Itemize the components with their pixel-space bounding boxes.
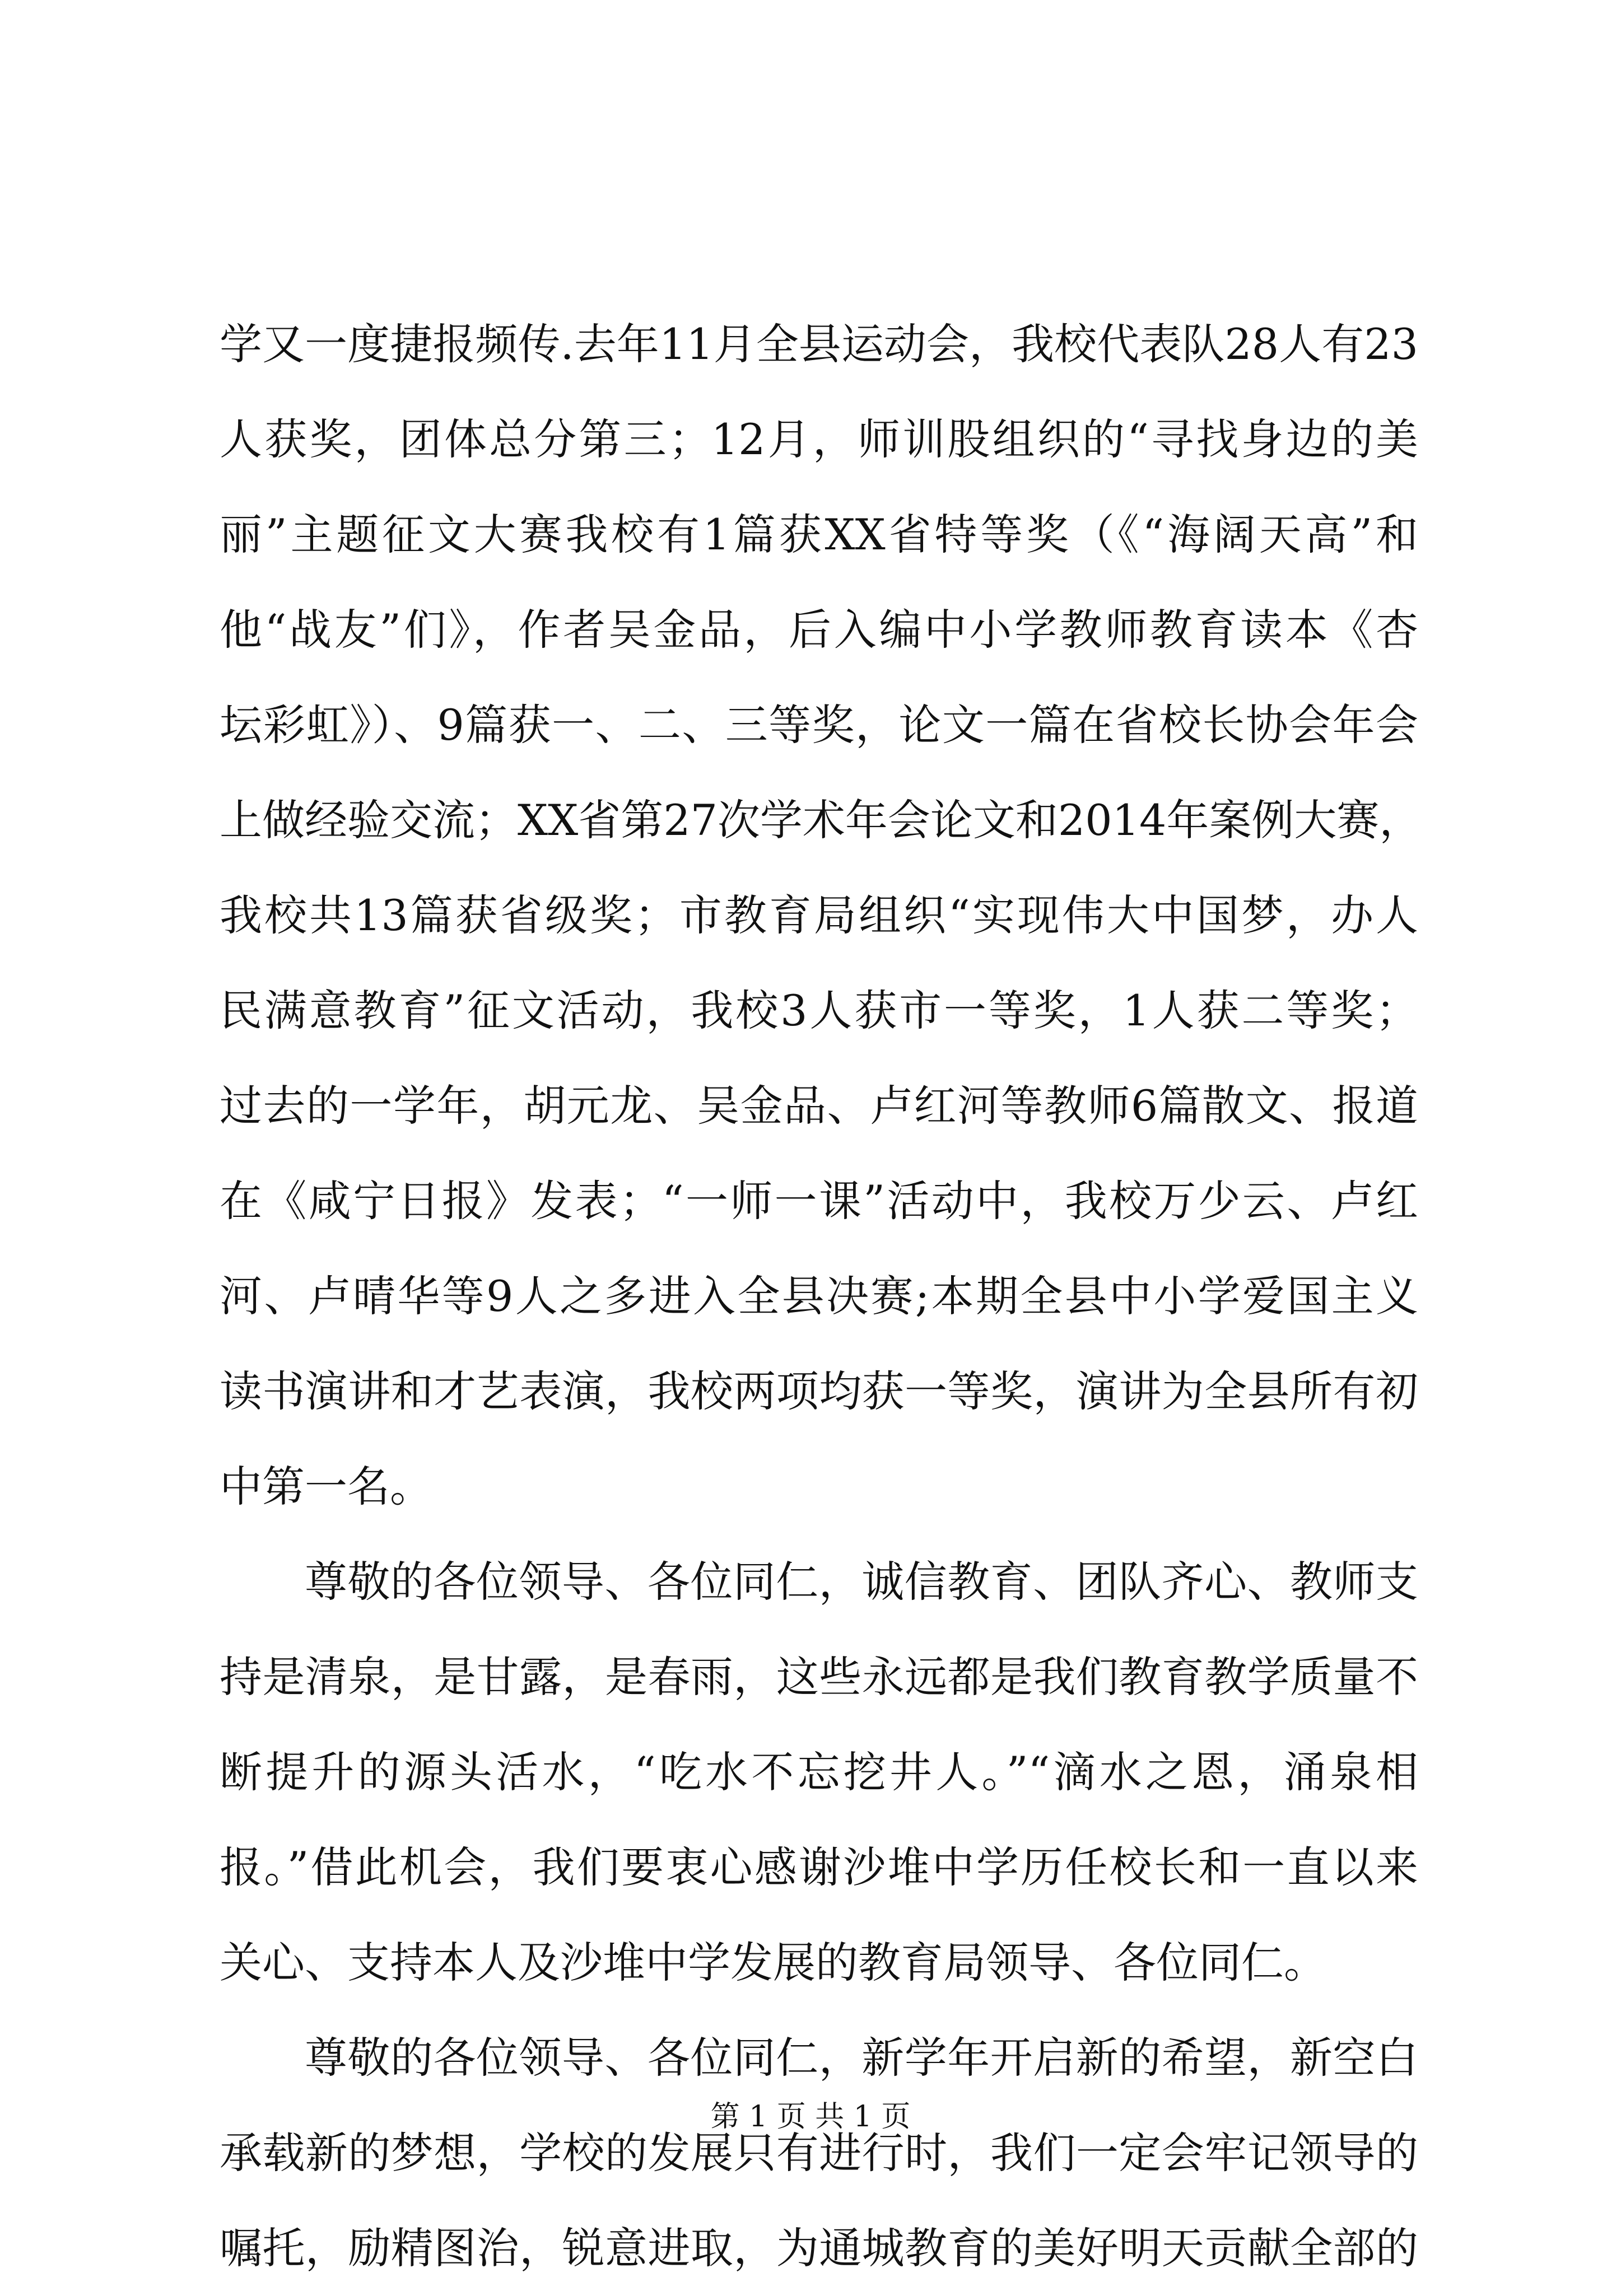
text-line: 读书演讲和才艺表演，我校两项均获一等奖，演讲为全县所有初 xyxy=(220,1366,1418,1416)
text-line: 在《咸宁日报》发表；“一师一课”活动中，我校万少云、卢红 xyxy=(220,1176,1418,1226)
text-line: 关心、支持本人及沙堆中学发展的教育局领导、各位同仁。 xyxy=(220,1938,1326,1987)
text-line: 中第一名。 xyxy=(220,1462,432,1511)
text-line: 上做经验交流；XX省第27次学术年会论文和2014年案例大赛， xyxy=(220,795,1422,845)
text-line: 承载新的梦想，学校的发展只有进行时，我们一定会牢记领导的 xyxy=(220,2128,1418,2178)
text-line: 河、卢晴华等9人之多进入全县决赛;本期全县中小学爱国主义 xyxy=(220,1271,1418,1321)
text-line: 尊敬的各位领导、各位同仁，新学年开启新的希望，新空白 xyxy=(305,2033,1418,2083)
text-line: 报。”借此机会，我们要衷心感谢沙堆中学历任校长和一直以来 xyxy=(220,1842,1418,1892)
text-line: 断提升的源头活水，“吃水不忘挖井人。”“滴水之恩，涌泉相 xyxy=(220,1747,1418,1797)
text-line: 过去的一学年，胡元龙、吴金品、卢红河等教师6篇散文、报道 xyxy=(220,1081,1418,1131)
document-body xyxy=(220,297,1422,2296)
text-line: 尊敬的各位领导、各位同仁，诚信教育、团队齐心、教师支 xyxy=(305,1557,1418,1607)
text-line: 人获奖，团体总分第三；12月，师训股组织的“寻找身边的美 xyxy=(220,414,1418,464)
text-line: 丽”主题征文大赛我校有1篇获XX省特等奖（《“海阔天高”和 xyxy=(220,510,1418,559)
paragraph-achievements xyxy=(220,297,1422,1534)
text-line: 坛彩虹》）、9篇获一、二、三等奖，论文一篇在省校长协会年会 xyxy=(220,700,1418,750)
paragraph-outlook xyxy=(220,2010,1418,2296)
text-line: 学又一度捷报频传.去年11月全县运动会，我校代表队28人有23 xyxy=(220,319,1418,369)
text-line: 持是清泉，是甘露，是春雨，这些永远都是我们教育教学质量不 xyxy=(220,1652,1418,1702)
page-number-footer: 第 1 页 共 1 页 xyxy=(710,2100,911,2134)
text-line: 民满意教育”征文活动，我校3人获市一等奖，1人获二等奖； xyxy=(220,986,1418,1035)
paragraph-gratitude xyxy=(220,1534,1418,2010)
text-line: 我校共13篇获省级奖；市教育局组织“实现伟大中国梦，办人 xyxy=(220,890,1418,940)
text-line: 嘱托，励精图治，锐意进取，为通城教育的美好明天贡献全部的 xyxy=(220,2223,1418,2273)
text-line: 他“战友”们》，作者吴金品，后入编中小学教师教育读本《杏 xyxy=(220,605,1418,655)
